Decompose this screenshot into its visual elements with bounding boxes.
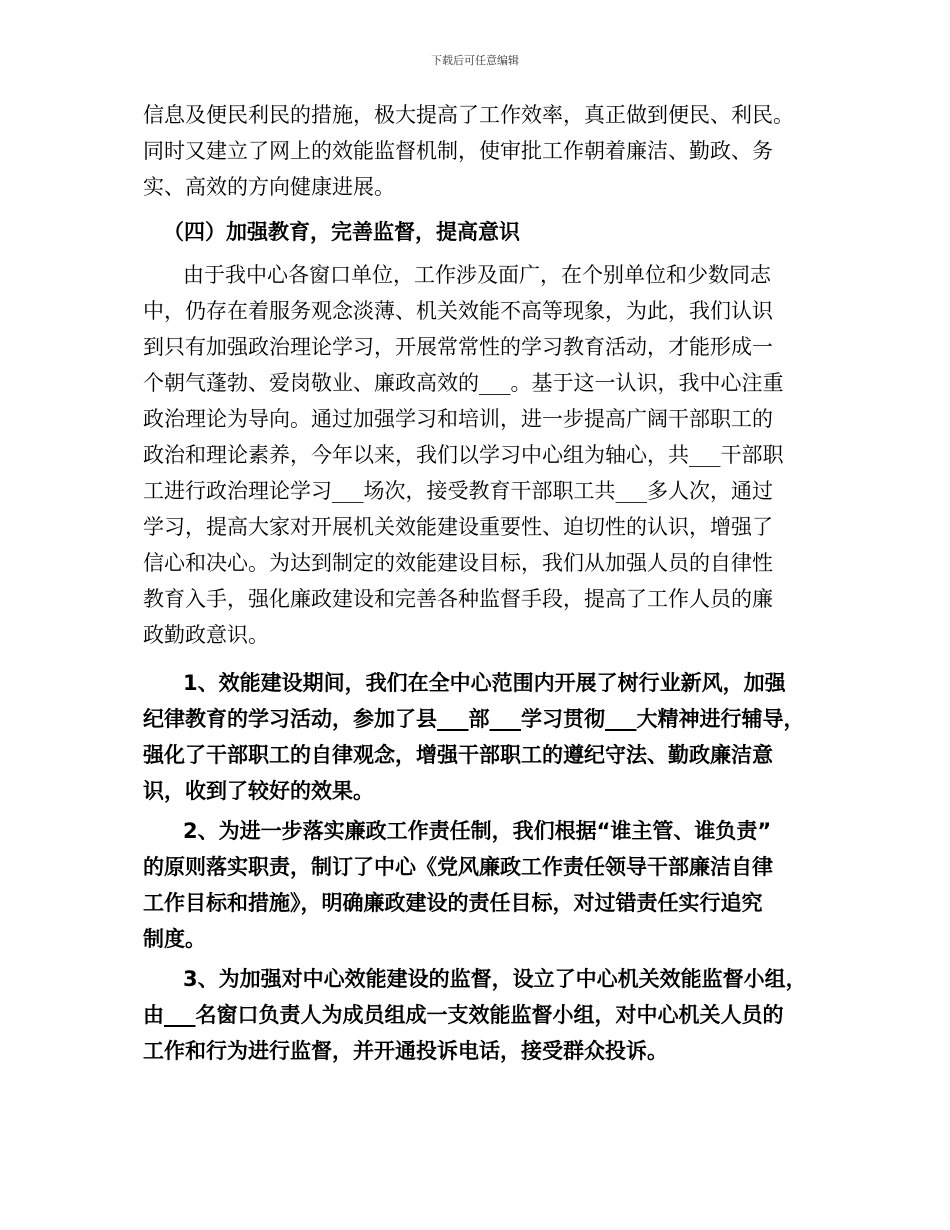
- numbered-item-line: 识，收到了较好的效果。: [143, 779, 374, 803]
- body-line: 工进行政治理论学习___场次，接受教育干部职工共___多人次，通过: [143, 479, 773, 503]
- page-header: 下载后可任意编辑: [431, 54, 519, 67]
- section-heading: （四）加强教育，完善监督，提高意识: [163, 220, 520, 244]
- body-line: 实、高效的方向健康进展。: [143, 175, 395, 199]
- numbered-item-1: 1、效能建设期间，我们在全中心范围内开展了树行业新风，加强: [183, 671, 786, 695]
- body-line: 政治和理论素养，今年以来，我们以学习中心组为轴心，共___干部职: [143, 443, 784, 467]
- numbered-item-2: 2、为进一步落实廉政工作责任制，我们根据“谁主管、谁负责”: [183, 819, 772, 843]
- body-line: 政治理论为导向。通过加强学习和培训，进一步提高广阔干部职工的: [143, 407, 773, 431]
- body-line: 到只有加强政治理论学习，开展常常性的学习教育活动，才能形成一: [143, 335, 773, 359]
- numbered-item-line: 工作目标和措施》，明确廉政建设的责任目标，对过错责任实行追究: [143, 891, 763, 915]
- numbered-item-line: 制度。: [143, 927, 206, 951]
- numbered-item-line: 由___名窗口负责人为成员组成一支效能监督小组，对中心机关人员的: [143, 1003, 784, 1027]
- numbered-item-3: 3、为加强对中心效能建设的监督，设立了中心机关效能监督小组，: [183, 967, 807, 991]
- body-line: 个朝气蓬勃、爱岗敬业、廉政高效的___。基于这一认识，我中心注重: [143, 371, 784, 395]
- numbered-item-line: 纪律教育的学习活动，参加了县___部___学习贯彻___大精神进行辅导，: [143, 707, 805, 731]
- numbered-item-line: 的原则落实职责，制订了中心《党风廉政工作责任领导干部廉洁自律: [143, 855, 773, 879]
- numbered-item-line: 强化了干部职工的自律观念，增强干部职工的遵纪守法、勤政廉洁意: [143, 743, 773, 767]
- body-line: 由于我中心各窗口单位，工作涉及面广，在个别单位和少数同志: [183, 263, 771, 287]
- body-line: 同时又建立了网上的效能监督机制，使审批工作朝着廉洁、勤政、务: [143, 139, 773, 163]
- body-line: 学习，提高大家对开展机关效能建设重要性、迫切性的认识，增强了: [143, 515, 773, 539]
- body-line: 信心和决心。为达到制定的效能建设目标，我们从加强人员的自律性: [143, 551, 773, 575]
- numbered-item-line: 工作和行为进行监督，并开通投诉电话，接受群众投诉。: [143, 1039, 668, 1063]
- body-line: 政勤政意识。: [143, 623, 269, 647]
- body-line: 信息及便民利民的措施，极大提高了工作效率，真正做到便民、利民。: [143, 103, 794, 127]
- body-line: 中，仍存在着服务观念淡薄、机关效能不高等现象，为此，我们认识: [143, 299, 773, 323]
- body-line: 教育入手，强化廉政建设和完善各种监督手段，提高了工作人员的廉: [143, 587, 773, 611]
